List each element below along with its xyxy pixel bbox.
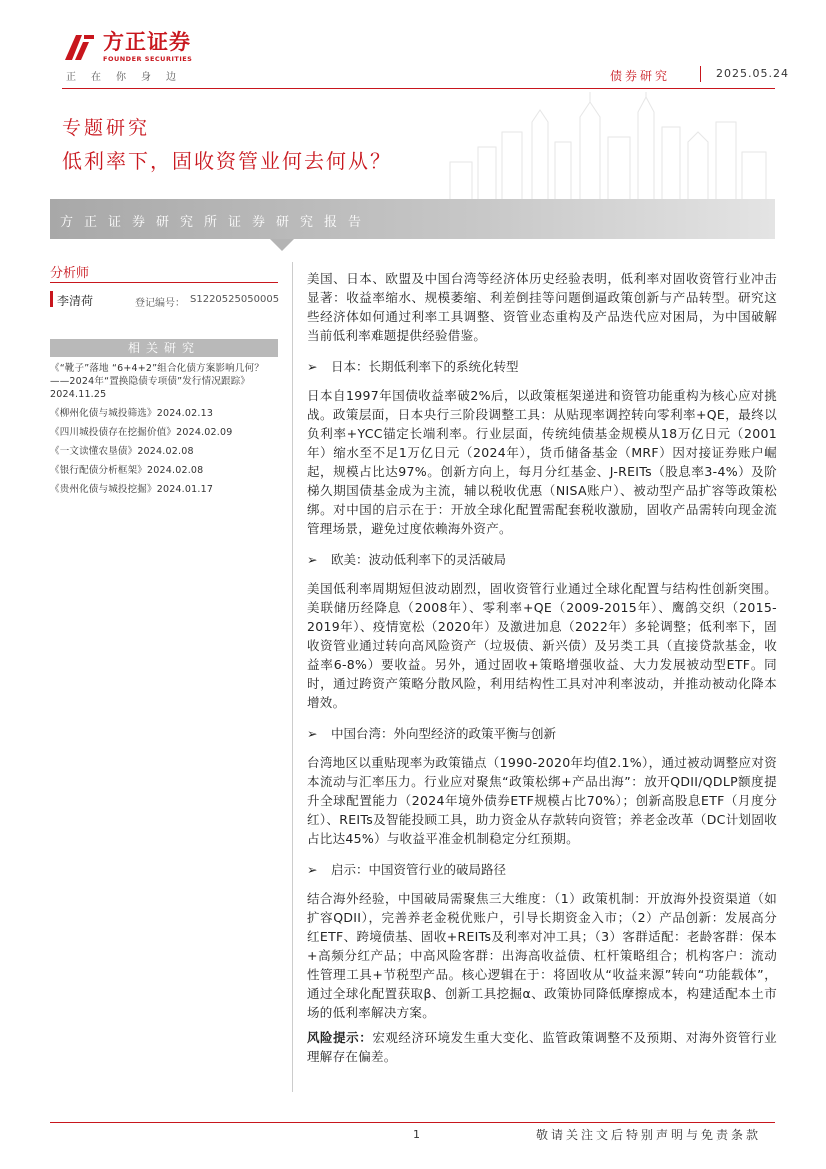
related-item-date: 2024.01.17 [156, 484, 214, 495]
related-item-title: 《柳州化债与城投筛选》 [50, 408, 157, 419]
section-paragraph: 结合海外经验，中国破局需聚焦三大维度：（1）政策机制：开放海外投资渠道（如扩容QDII），完善养老金税优账户，引导长期资金入市；（2）产品创新：发展高分红ETF、跨境债基、固收+REITs及利率对冲工具；（3）客群适配：老龄客群：保本+高频分红产品；中高风险客群：出海高收益债、杠杆策略组合；机构客户：流动性管理工具+节税型产品。核心逻辑在于：将固收从“收益来源”转向“功能载体”，通过全球化配置获取β、创新工具挖掘α、政策协同降低摩擦成本，构建适配本土市场的低利率解决方案。 [307, 891, 777, 1020]
related-item-date: 2024.02.09 [176, 427, 233, 438]
risk-warning [307, 1028, 777, 1066]
arrow-bullet-icon: ➢ [307, 359, 318, 374]
related-item-title: 《一文读懂农垦债》 [50, 446, 138, 457]
logo-text: 方正证券 [103, 30, 191, 54]
arrow-bullet-icon: ➢ [307, 552, 318, 567]
report-type: 专题研究 [62, 117, 151, 139]
arrow-bullet-icon: ➢ [307, 862, 318, 877]
report-title: 低利率下，固收资管业何去何从？ [62, 149, 392, 173]
related-item-date: 2024.02.13 [156, 408, 214, 419]
city-skyline-icon [440, 92, 775, 202]
related-research-list [50, 362, 278, 502]
column-divider [292, 262, 293, 1092]
section-heading-text: 启示：中国资管行业的破局路径 [331, 862, 507, 877]
section-paragraph: 日本自1997年国债收益率破2%后，以政策框架递进和资管功能重构为核心应对挑战。政策层面，日本央行三阶段调整工具：从贴现率调控转向零利率+QE，最终以负利率+YCC锚定长端利率。行业层面，传统纯债基金规模从18万亿日元（2001年）缩水至不足1万亿日元（2024年），货币储备基金（MRF）因对接证券账户崛起，规模占比达97%。创新方向上，每月分红基金、J-REITs（股息率3-4%）及阶梯久期国债基金成为主流，辅以税收优惠（NISA账户）、被动型产品扩容等政策松绑。对中国的启示在于：开放全球化配置需配套税收激励，固收产品需转向现金流管理场景，避免过度依赖海外资产。 [307, 388, 777, 536]
slogan: 正在你身边 [66, 72, 191, 83]
related-item-date: 2024.02.08 [147, 465, 204, 476]
section-paragraph: 美国低利率周期短但波动剧烈，固收资管行业通过全球化配置与结构性创新突围。美联储历经降息（2008年）、零利率+QE（2009-2015年）、鹰鸽交织（2015-2019年）、疫情宽松（2020年）及激进加息（2022年）多轮调整；低利率下，固收资管业通过转向高风险资产（垃圾债、新兴债）及另类工具（直接贷款基金，收益率6-8%）要收益。另外，通过固收+策略增强收益、大力发展被动型ETF。同时，通过跨资产策略分散风险，利用结构性工具对冲利率波动，并推动被动化降本增效。 [307, 581, 777, 710]
registration-label: 登记编号： [135, 298, 185, 309]
risk-label: 风险提示： [307, 1030, 373, 1045]
header-rule [62, 88, 775, 89]
section-paragraph: 台湾地区以重贴现率为政策锚点（1990-2020年均值2.1%），通过被动调整应对资本流动与汇率压力。行业应对聚焦“政策松绑+产品出海”：放开QDII/QDLP额度提升全球配置能力（2024年境外债券ETF规模占比70%）；创新高股息ETF（月度分红）、REITs及智能投顾工具，助力资金从存款转向资管；养老金改革（DC计划固收占比达45%）与收益平准金机制稳定分红预期。 [307, 755, 777, 846]
related-item-date: 2024.02.08 [137, 446, 194, 457]
section-heading [307, 724, 777, 743]
report-date: 2025.05.24 [716, 67, 789, 80]
section-heading [307, 357, 777, 376]
section-heading-text: 日本：长期低利率下的系统化转型 [331, 359, 519, 374]
analyst-label: 分析师 [50, 266, 90, 281]
section-heading [307, 860, 777, 879]
section-heading-text: 中国台湾：外向型经济的政策平衡与创新 [331, 726, 557, 741]
section-heading [307, 550, 777, 569]
main-content [307, 269, 777, 1078]
arrow-bullet-icon: ➢ [307, 726, 318, 741]
analyst-marker [50, 291, 53, 307]
related-item-title: 《贵州化债与城投挖掘》 [50, 484, 157, 495]
related-item[interactable] [50, 362, 278, 401]
related-item[interactable] [50, 483, 278, 496]
section-heading-text: 欧美：波动低利率下的灵活破局 [331, 552, 507, 567]
related-item-title: 《“靴子”落地 “6+4+2”组合化债方案影响几何？——2024年“置换隐债专项债”发行情况跟踪》 [50, 363, 264, 387]
page-number: 1 [413, 1128, 420, 1141]
header-divider [700, 66, 701, 82]
logo-english: FOUNDER SECURITIES [103, 55, 193, 63]
related-item-date: 2024.11.25 [50, 389, 107, 400]
banner-notch [270, 239, 294, 251]
related-item[interactable] [50, 464, 278, 477]
risk-text: 宏观经济环境发生重大变化、监管政策调整不及预期、对海外资管行业理解存在偏差。 [307, 1030, 777, 1064]
intro-paragraph: 美国、日本、欧盟及中国台湾等经济体历史经验表明，低利率对固收资管行业冲击显著：收益率缩水、规模萎缩、利差倒挂等问题倒逼政策创新与产品转型。研究这些经济体如何通过利率工具调整、资管业态重构及产品迭代应对困局，为中国破解当前低利率难题提供经验借鉴。 [307, 271, 777, 343]
related-research-heading: 相关研究 [50, 339, 278, 357]
analyst-name: 李清荷 [57, 294, 94, 308]
founder-logo-icon [62, 32, 96, 62]
disclaimer-note: 敬请关注文后特别声明与免责条款 [536, 1128, 762, 1142]
related-item[interactable] [50, 445, 278, 458]
related-item-title: 《四川城投债存在挖掘价值》 [50, 427, 177, 438]
related-item[interactable] [50, 426, 278, 439]
related-item-title: 《银行配债分析框架》 [50, 465, 148, 476]
report-category: 债券研究 [610, 69, 671, 83]
related-item[interactable] [50, 407, 278, 420]
banner-text: 方正证券研究所证券研究报告 [60, 215, 373, 230]
analyst-rule [50, 282, 278, 283]
footer-rule [50, 1122, 775, 1123]
registration-number: S1220525050005 [190, 294, 280, 305]
